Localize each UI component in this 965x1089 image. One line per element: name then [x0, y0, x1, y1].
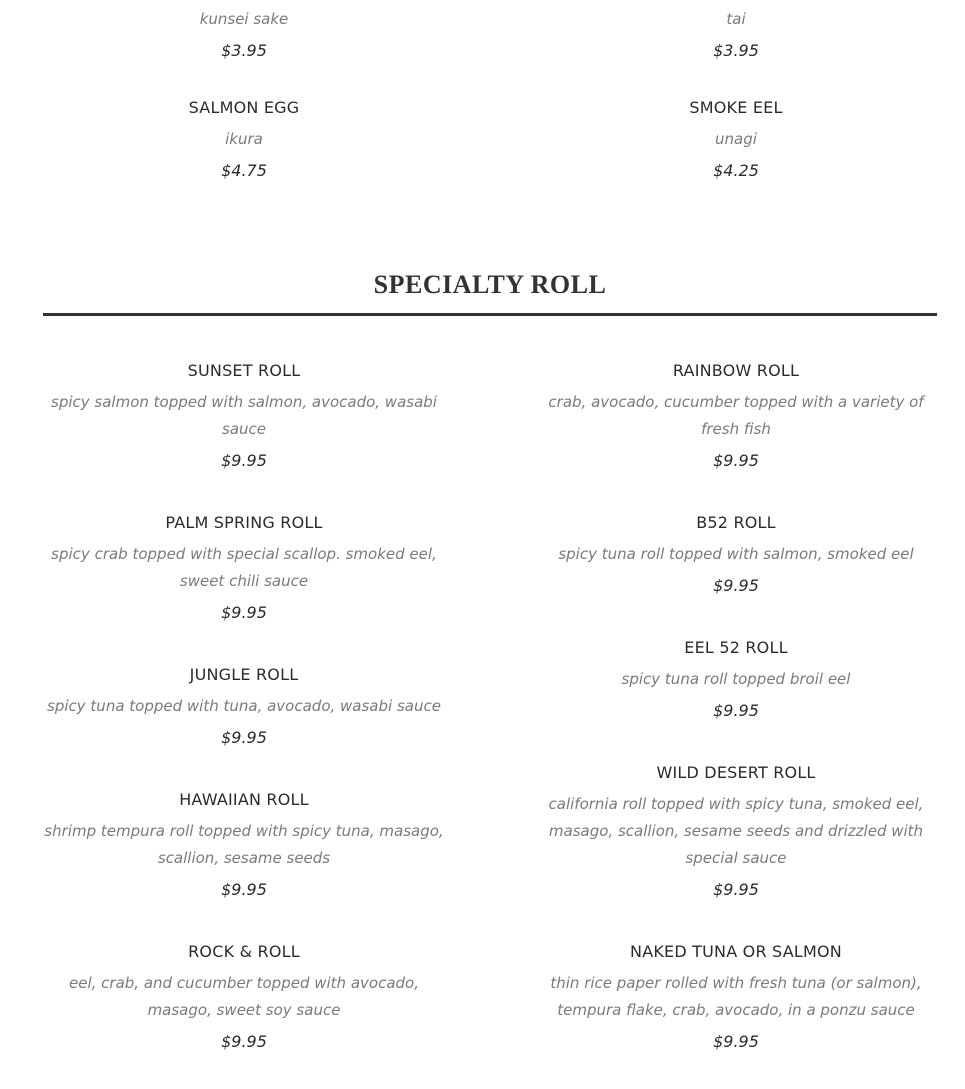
item-description: shrimp tempura roll topped with spicy tuna, masago, scallion, sesame seeds — [44, 822, 444, 867]
item-name: JUNGLE ROLL — [189, 665, 299, 684]
item-price: $3.95 — [221, 41, 267, 60]
item-name: SUNSET ROLL — [187, 361, 301, 380]
item-price: $9.95 — [221, 880, 267, 899]
item-description: spicy tuna topped with tuna, avocado, wasabi sauce — [47, 697, 441, 715]
menu-item — [44, 942, 444, 1052]
item-price: $9.95 — [713, 701, 759, 720]
menu-item — [536, 361, 936, 471]
item-name: SALMON EGG — [188, 98, 300, 117]
item-description: kunsei sake — [199, 10, 289, 28]
item-description: eel, crab, and cucumber topped with avocado, masago, sweet soy sauce — [69, 974, 419, 1019]
item-description: thin rice paper rolled with fresh tuna (or salmon), tempura flake, crab, avocado, in a ponzu sauce — [550, 974, 922, 1019]
item-price: $9.95 — [221, 1032, 267, 1051]
item-description: crab, avocado, cucumber topped with a variety of fresh fish — [548, 393, 924, 438]
item-description: ikura — [225, 130, 263, 148]
menu-item — [44, 513, 444, 623]
menu-item — [536, 513, 936, 596]
item-name: PALM SPRING ROLL — [165, 513, 323, 532]
item-price: $9.95 — [713, 576, 759, 595]
section-title: SPECIALTY ROLL — [373, 270, 607, 299]
specialty-right-column — [536, 0, 936, 1089]
item-name: SMOKE EEL — [689, 98, 783, 117]
item-description: spicy crab topped with special scallop. smoked eel, sweet chili sauce — [51, 545, 437, 590]
item-name: NAKED TUNA OR SALMON — [630, 942, 842, 961]
item-description: spicy tuna roll topped with salmon, smoked eel — [558, 545, 914, 563]
item-description: tai — [726, 10, 746, 28]
menu-item — [536, 763, 936, 900]
item-price: $9.95 — [713, 1032, 759, 1051]
item-price: $4.25 — [713, 161, 759, 180]
specialty-left-column — [44, 0, 444, 1089]
menu-item — [536, 942, 936, 1052]
menu-item — [536, 638, 936, 721]
item-name: WILD DESERT ROLL — [656, 763, 816, 782]
item-description: california roll topped with spicy tuna, smoked eel, masago, scallion, sesame seeds and drizzled with special sauce — [548, 795, 924, 867]
item-description: spicy salmon topped with salmon, avocado, wasabi sauce — [51, 393, 437, 438]
item-price: $9.95 — [221, 728, 267, 747]
item-description: unagi — [715, 130, 757, 148]
item-name: EEL 52 ROLL — [684, 638, 788, 657]
item-price: $9.95 — [221, 451, 267, 470]
item-name: RAINBOW ROLL — [672, 361, 800, 380]
item-price: $9.95 — [221, 603, 267, 622]
item-price: $4.75 — [221, 161, 267, 180]
menu-item — [44, 361, 444, 471]
item-name: ROCK & ROLL — [188, 942, 300, 961]
item-price: $3.95 — [713, 41, 759, 60]
item-name: HAWAIIAN ROLL — [179, 790, 309, 809]
item-price: $9.95 — [713, 451, 759, 470]
menu-item — [44, 790, 444, 900]
item-price: $9.95 — [713, 880, 759, 899]
menu-item — [44, 665, 444, 748]
item-name: B52 ROLL — [696, 513, 776, 532]
item-description: spicy tuna roll topped broil eel — [621, 670, 851, 688]
